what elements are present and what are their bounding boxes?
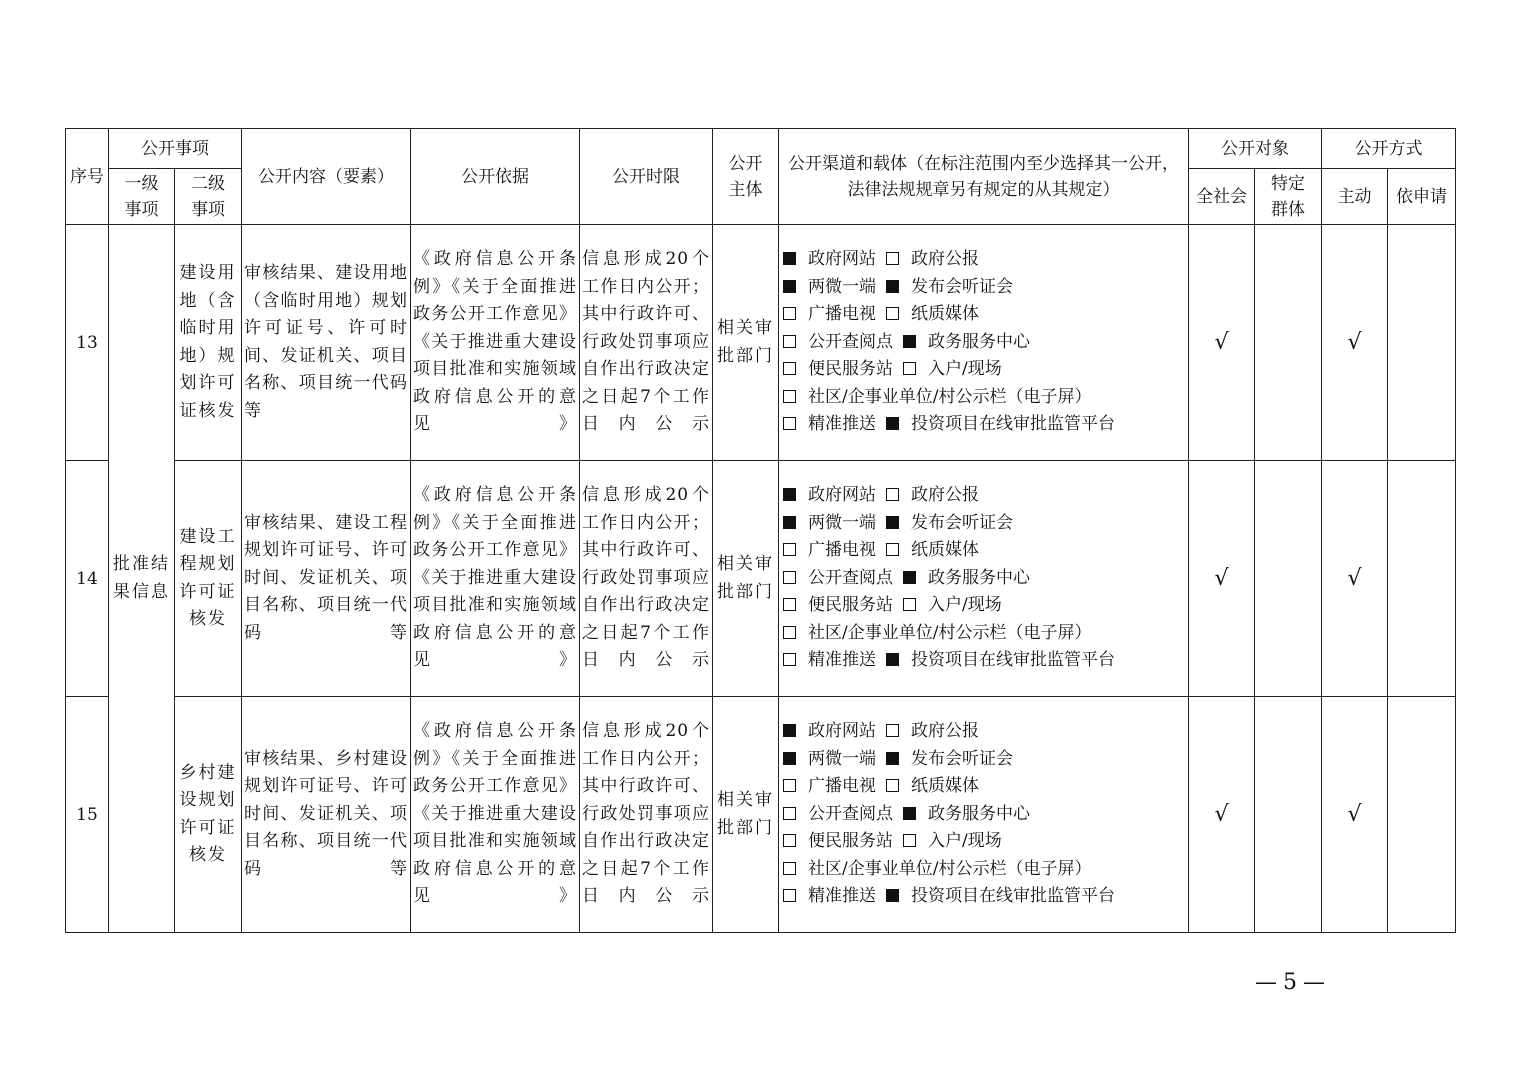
channel-label: 两微一端 — [808, 748, 876, 769]
channel-label: 入户/现场 — [928, 831, 1002, 852]
row-method-active: √ — [1322, 225, 1388, 461]
channel-label: 入户/现场 — [928, 359, 1002, 380]
channel-line — [783, 565, 1188, 593]
channel-item — [886, 776, 979, 796]
channel-label: 公开查阅点 — [808, 803, 893, 824]
header-level1: 一级事项 — [109, 169, 175, 225]
row-subject: 相关审批部门 — [713, 225, 779, 461]
row-subject: 相关审批部门 — [713, 697, 779, 933]
channel-label: 两微一端 — [808, 276, 876, 297]
header-method-active: 主动 — [1322, 169, 1388, 225]
channel-label: 纸质媒体 — [911, 540, 979, 561]
row-content: 审核结果、乡村建设规划许可证号、许可时间、发证机关、项目名称、项目统一代码等 — [242, 697, 411, 933]
row-method-request — [1388, 461, 1456, 697]
unchecked-box-icon — [783, 862, 796, 875]
channel-item — [783, 485, 876, 505]
row-audience-all: √ — [1189, 697, 1255, 933]
checked-box-icon — [903, 571, 916, 584]
checked-box-icon — [783, 252, 796, 265]
table-row — [66, 461, 1456, 697]
channel-item — [886, 540, 979, 560]
channel-item — [886, 886, 1115, 906]
channel-line — [783, 620, 1188, 648]
level1-label: 批准结果信息 — [113, 554, 170, 602]
header-level2: 二级事项 — [175, 169, 242, 225]
channel-item — [783, 249, 876, 269]
channel-label: 纸质媒体 — [911, 304, 979, 325]
channel-line — [783, 828, 1188, 856]
channel-label: 广播电视 — [808, 776, 876, 797]
channel-item — [903, 568, 1030, 588]
channel-item — [783, 595, 893, 615]
header-items: 公开事项 — [109, 129, 242, 169]
channel-label: 社区/企事业单位/村公示栏（电子屏） — [808, 386, 1092, 407]
row-seq: 15 — [66, 697, 109, 933]
unchecked-box-icon — [886, 307, 899, 320]
row-content: 审核结果、建设用地（含临时用地）规划许可证号、许可时间、发证机关、项目名称、项目统一代码等 — [242, 225, 411, 461]
channel-item — [783, 359, 893, 379]
checked-box-icon — [783, 280, 796, 293]
channel-label: 政务服务中心 — [928, 803, 1030, 824]
channel-label: 政府网站 — [808, 485, 876, 506]
channel-item — [886, 249, 979, 269]
page-number: —5— — [1255, 970, 1331, 995]
unchecked-box-icon — [903, 834, 916, 847]
channel-item — [886, 485, 979, 505]
channel-item — [783, 414, 876, 434]
row-time-limit: 信息形成20个工作日内公开；其中行政许可、行政处罚事项应自作出行政决定之日起7个工作日内公示 — [580, 461, 713, 697]
row-method-request — [1388, 225, 1456, 461]
channel-label: 社区/企事业单位/村公示栏（电子屏） — [808, 858, 1092, 879]
channel-item — [903, 831, 1002, 851]
row-method-active: √ — [1322, 461, 1388, 697]
channel-label: 精准推送 — [808, 650, 876, 671]
channel-label: 社区/企事业单位/村公示栏（电子屏） — [808, 622, 1092, 643]
row-method-request — [1388, 697, 1456, 933]
channel-label: 精准推送 — [808, 886, 876, 907]
channel-line — [783, 301, 1188, 329]
channel-line — [783, 356, 1188, 384]
checked-box-icon — [783, 752, 796, 765]
channel-label: 政务服务中心 — [928, 331, 1030, 352]
checked-box-icon — [903, 335, 916, 348]
channel-line — [783, 329, 1188, 357]
header-basis: 公开依据 — [411, 129, 580, 225]
channel-line — [783, 274, 1188, 302]
channel-label: 纸质媒体 — [911, 776, 979, 797]
unchecked-box-icon — [783, 598, 796, 611]
row-channels — [779, 461, 1189, 697]
channel-label: 政府公报 — [911, 485, 979, 506]
row-audience-specific — [1255, 461, 1322, 697]
row-time-limit: 信息形成20个工作日内公开；其中行政许可、行政处罚事项应自作出行政决定之日起7个工作日内公示 — [580, 225, 713, 461]
channel-label: 公开查阅点 — [808, 331, 893, 352]
channel-label: 两微一端 — [808, 512, 876, 533]
row-basis: 《政府信息公开条例》《关于全面推进政务公开工作意见》《关于推进重大建设项目批准和实施领域政府信息公开的意见》 — [411, 225, 580, 461]
row-audience-all: √ — [1189, 225, 1255, 461]
unchecked-box-icon — [783, 417, 796, 430]
channel-item — [886, 721, 979, 741]
channel-item — [783, 804, 893, 824]
channel-item — [886, 650, 1115, 670]
channel-line — [783, 647, 1188, 675]
channel-label: 广播电视 — [808, 304, 876, 325]
disclosure-table — [65, 128, 1456, 933]
channel-item — [783, 513, 876, 533]
channel-line — [783, 746, 1188, 774]
channel-label: 发布会听证会 — [911, 512, 1013, 533]
channel-line — [783, 592, 1188, 620]
channel-item — [886, 749, 1013, 769]
channel-item — [783, 277, 876, 297]
row-seq: 13 — [66, 225, 109, 461]
unchecked-box-icon — [886, 252, 899, 265]
channel-label: 政府公报 — [911, 721, 979, 742]
row-level2: 乡村建设规划许可证核发 — [175, 697, 242, 933]
unchecked-box-icon — [783, 889, 796, 902]
channel-item — [886, 304, 979, 324]
channel-line — [783, 883, 1188, 911]
unchecked-box-icon — [783, 362, 796, 375]
header-subject: 公开主体 — [713, 129, 779, 225]
checked-box-icon — [783, 724, 796, 737]
table-row — [66, 697, 1456, 933]
checked-box-icon — [783, 516, 796, 529]
unchecked-box-icon — [886, 543, 899, 556]
channel-item — [903, 332, 1030, 352]
row-audience-all: √ — [1189, 461, 1255, 697]
unchecked-box-icon — [783, 390, 796, 403]
header-audience: 公开对象 — [1189, 129, 1322, 169]
channel-label: 政府网站 — [808, 249, 876, 270]
channel-item — [783, 749, 876, 769]
channel-item — [783, 650, 876, 670]
row-basis: 《政府信息公开条例》《关于全面推进政务公开工作意见》《关于推进重大建设项目批准和实施领域政府信息公开的意见》 — [411, 697, 580, 933]
header-time-limit: 公开时限 — [580, 129, 713, 225]
checked-box-icon — [903, 807, 916, 820]
row-level2: 建设用地（含临时用地）规划许可证核发 — [175, 225, 242, 461]
unchecked-box-icon — [783, 571, 796, 584]
channel-label: 入户/现场 — [928, 595, 1002, 616]
channel-line — [783, 537, 1188, 565]
row-channels — [779, 225, 1189, 461]
channel-item — [783, 859, 1091, 879]
channel-line — [783, 384, 1188, 412]
unchecked-box-icon — [783, 335, 796, 348]
channel-label: 发布会听证会 — [911, 748, 1013, 769]
header-audience-specific: 特定群体 — [1255, 169, 1322, 225]
checked-box-icon — [886, 653, 899, 666]
channel-item — [886, 513, 1013, 533]
channel-line — [783, 246, 1188, 274]
row-seq: 14 — [66, 461, 109, 697]
channel-label: 广播电视 — [808, 540, 876, 561]
channel-line — [783, 773, 1188, 801]
row-audience-specific — [1255, 225, 1322, 461]
channel-item — [783, 568, 893, 588]
channel-item — [783, 776, 876, 796]
unchecked-box-icon — [886, 779, 899, 792]
unchecked-box-icon — [783, 807, 796, 820]
channel-line — [783, 411, 1188, 439]
checked-box-icon — [886, 417, 899, 430]
channel-item — [783, 886, 876, 906]
header-channels: 公开渠道和载体（在标注范围内至少选择其一公开，法律法规规章另有规定的从其规定） — [779, 129, 1189, 225]
checked-box-icon — [886, 752, 899, 765]
channel-item — [903, 804, 1030, 824]
channel-label: 政府网站 — [808, 721, 876, 742]
channel-item — [783, 721, 876, 741]
unchecked-box-icon — [886, 488, 899, 501]
checked-box-icon — [886, 516, 899, 529]
channel-item — [783, 540, 876, 560]
row-content: 审核结果、建设工程规划许可证号、许可时间、发证机关、项目名称、项目统一代码等 — [242, 461, 411, 697]
channel-label: 投资项目在线审批监管平台 — [911, 414, 1115, 435]
channel-label: 便民服务站 — [808, 595, 893, 616]
channel-item — [903, 595, 1002, 615]
header-seq: 序号 — [66, 129, 109, 225]
channel-item — [783, 387, 1091, 407]
channel-label: 投资项目在线审批监管平台 — [911, 650, 1115, 671]
row-audience-specific — [1255, 697, 1322, 933]
row-channels — [779, 697, 1189, 933]
header-method: 公开方式 — [1322, 129, 1456, 169]
unchecked-box-icon — [783, 626, 796, 639]
channel-item — [886, 414, 1115, 434]
row-basis: 《政府信息公开条例》《关于全面推进政务公开工作意见》《关于推进重大建设项目批准和实施领域政府信息公开的意见》 — [411, 461, 580, 697]
channel-label: 便民服务站 — [808, 831, 893, 852]
channel-item — [783, 332, 893, 352]
row-time-limit: 信息形成20个工作日内公开；其中行政许可、行政处罚事项应自作出行政决定之日起7个工作日内公示 — [580, 697, 713, 933]
channel-item — [783, 623, 1091, 643]
channel-line — [783, 510, 1188, 538]
row-method-active: √ — [1322, 697, 1388, 933]
channel-label: 投资项目在线审批监管平台 — [911, 886, 1115, 907]
unchecked-box-icon — [783, 779, 796, 792]
channel-line — [783, 856, 1188, 884]
unchecked-box-icon — [783, 307, 796, 320]
checked-box-icon — [783, 488, 796, 501]
channel-item — [903, 359, 1002, 379]
row-level2: 建设工程规划许可证核发 — [175, 461, 242, 697]
table-row — [66, 225, 1456, 461]
channel-item — [783, 831, 893, 851]
unchecked-box-icon — [783, 543, 796, 556]
unchecked-box-icon — [783, 834, 796, 847]
channel-label: 政府公报 — [911, 249, 979, 270]
checked-box-icon — [886, 889, 899, 902]
channel-label: 政务服务中心 — [928, 567, 1030, 588]
channel-item — [783, 304, 876, 324]
unchecked-box-icon — [886, 724, 899, 737]
unchecked-box-icon — [783, 653, 796, 666]
row-subject: 相关审批部门 — [713, 461, 779, 697]
channel-label: 便民服务站 — [808, 359, 893, 380]
checked-box-icon — [886, 280, 899, 293]
channel-label: 公开查阅点 — [808, 567, 893, 588]
channel-line — [783, 482, 1188, 510]
channel-item — [886, 277, 1013, 297]
header-audience-all: 全社会 — [1189, 169, 1255, 225]
level1-cell — [109, 225, 175, 933]
channel-label: 发布会听证会 — [911, 276, 1013, 297]
channel-line — [783, 718, 1188, 746]
unchecked-box-icon — [903, 362, 916, 375]
channel-line — [783, 801, 1188, 829]
unchecked-box-icon — [903, 598, 916, 611]
header-content: 公开内容（要素） — [242, 129, 411, 225]
header-method-request: 依申请 — [1388, 169, 1456, 225]
channel-label: 精准推送 — [808, 414, 876, 435]
